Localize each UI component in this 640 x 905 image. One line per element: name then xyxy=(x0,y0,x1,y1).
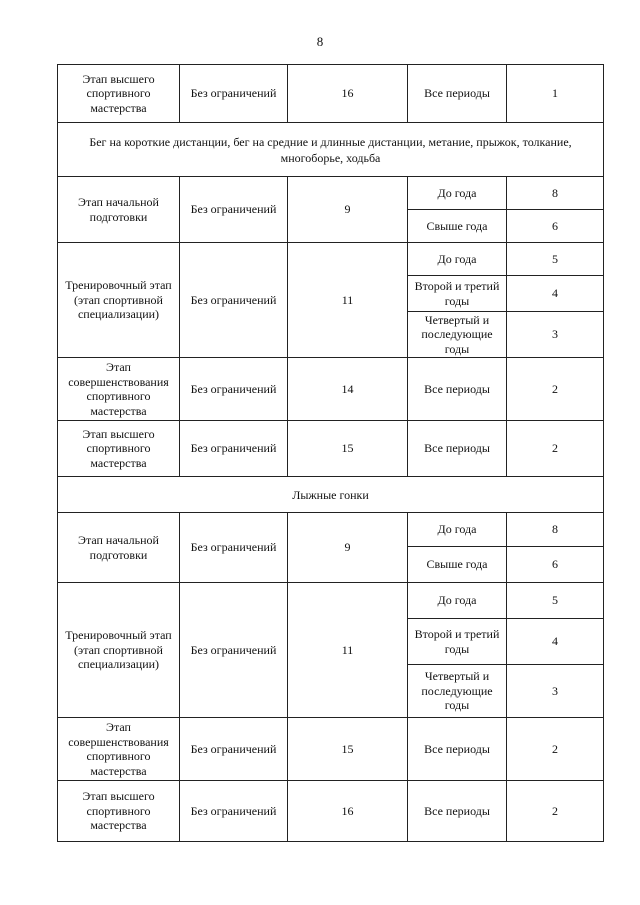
period-cell: До года xyxy=(408,513,507,547)
age-cell: Без ограничений xyxy=(180,177,288,243)
period-cell: Все периоды xyxy=(408,718,507,781)
period-cell: Второй и третий годы xyxy=(408,276,507,312)
table-row xyxy=(58,781,604,842)
age-cell: Без ограничений xyxy=(180,243,288,358)
min-age-cell: 16 xyxy=(288,65,408,123)
min-age-cell: 11 xyxy=(288,243,408,358)
min-age-cell: 11 xyxy=(288,583,408,718)
period-cell: Свыше года xyxy=(408,547,507,583)
section-title: Лыжные гонки xyxy=(58,477,604,513)
count-cell: 2 xyxy=(507,421,604,477)
period-cell: Второй и третий годы xyxy=(408,619,507,665)
stage-cell: Этап высшего спортивного мастерства xyxy=(58,421,180,477)
count-cell: 5 xyxy=(507,243,604,276)
min-age-cell: 9 xyxy=(288,513,408,583)
age-cell: Без ограничений xyxy=(180,583,288,718)
age-cell: Без ограничений xyxy=(180,421,288,477)
table-row xyxy=(58,513,604,547)
section-header-row xyxy=(58,123,604,177)
stage-cell: Этап начальной подготовки xyxy=(58,177,180,243)
count-cell: 1 xyxy=(507,65,604,123)
period-cell: До года xyxy=(408,177,507,210)
stage-cell: Этап совершенствования спортивного мастерства xyxy=(58,358,180,421)
stage-cell: Этап высшего спортивного мастерства xyxy=(58,65,180,123)
period-cell: Четвертый и последующие годы xyxy=(408,312,507,358)
count-cell: 2 xyxy=(507,358,604,421)
table-row xyxy=(58,243,604,276)
stage-cell: Этап высшего спортивного мастерства xyxy=(58,781,180,842)
age-cell: Без ограничений xyxy=(180,781,288,842)
count-cell: 6 xyxy=(507,547,604,583)
table-row xyxy=(58,718,604,781)
count-cell: 8 xyxy=(507,513,604,547)
age-cell: Без ограничений xyxy=(180,65,288,123)
count-cell: 2 xyxy=(507,718,604,781)
min-age-cell: 16 xyxy=(288,781,408,842)
count-cell: 4 xyxy=(507,276,604,312)
table-row xyxy=(58,65,604,123)
min-age-cell: 9 xyxy=(288,177,408,243)
age-cell: Без ограничений xyxy=(180,513,288,583)
period-cell: Все периоды xyxy=(408,421,507,477)
requirements-table xyxy=(57,64,604,842)
min-age-cell: 15 xyxy=(288,718,408,781)
count-cell: 5 xyxy=(507,583,604,619)
section-header-row xyxy=(58,477,604,513)
age-cell: Без ограничений xyxy=(180,358,288,421)
stage-cell: Тренировочный этап (этап спортивной специализации) xyxy=(58,243,180,358)
count-cell: 3 xyxy=(507,312,604,358)
count-cell: 6 xyxy=(507,210,604,243)
period-cell: Свыше года xyxy=(408,210,507,243)
min-age-cell: 14 xyxy=(288,358,408,421)
table-row xyxy=(58,358,604,421)
stage-cell: Тренировочный этап (этап спортивной специализации) xyxy=(58,583,180,718)
period-cell: До года xyxy=(408,243,507,276)
page-number: 8 xyxy=(316,34,324,49)
period-cell: Четвертый и последующие годы xyxy=(408,665,507,718)
stage-cell: Этап начальной подготовки xyxy=(58,513,180,583)
count-cell: 2 xyxy=(507,781,604,842)
period-cell: Все периоды xyxy=(408,65,507,123)
count-cell: 8 xyxy=(507,177,604,210)
count-cell: 3 xyxy=(507,665,604,718)
period-cell: До года xyxy=(408,583,507,619)
section-title: Бег на короткие дистанции, бег на средние и длинные дистанции, метание, прыжок, толкание, многоборье, ходьба xyxy=(58,123,604,177)
count-cell: 4 xyxy=(507,619,604,665)
table-row xyxy=(58,421,604,477)
age-cell: Без ограничений xyxy=(180,718,288,781)
period-cell: Все периоды xyxy=(408,781,507,842)
period-cell: Все периоды xyxy=(408,358,507,421)
stage-cell: Этап совершенствования спортивного мастерства xyxy=(58,718,180,781)
table-row xyxy=(58,583,604,619)
table-row xyxy=(58,177,604,210)
min-age-cell: 15 xyxy=(288,421,408,477)
